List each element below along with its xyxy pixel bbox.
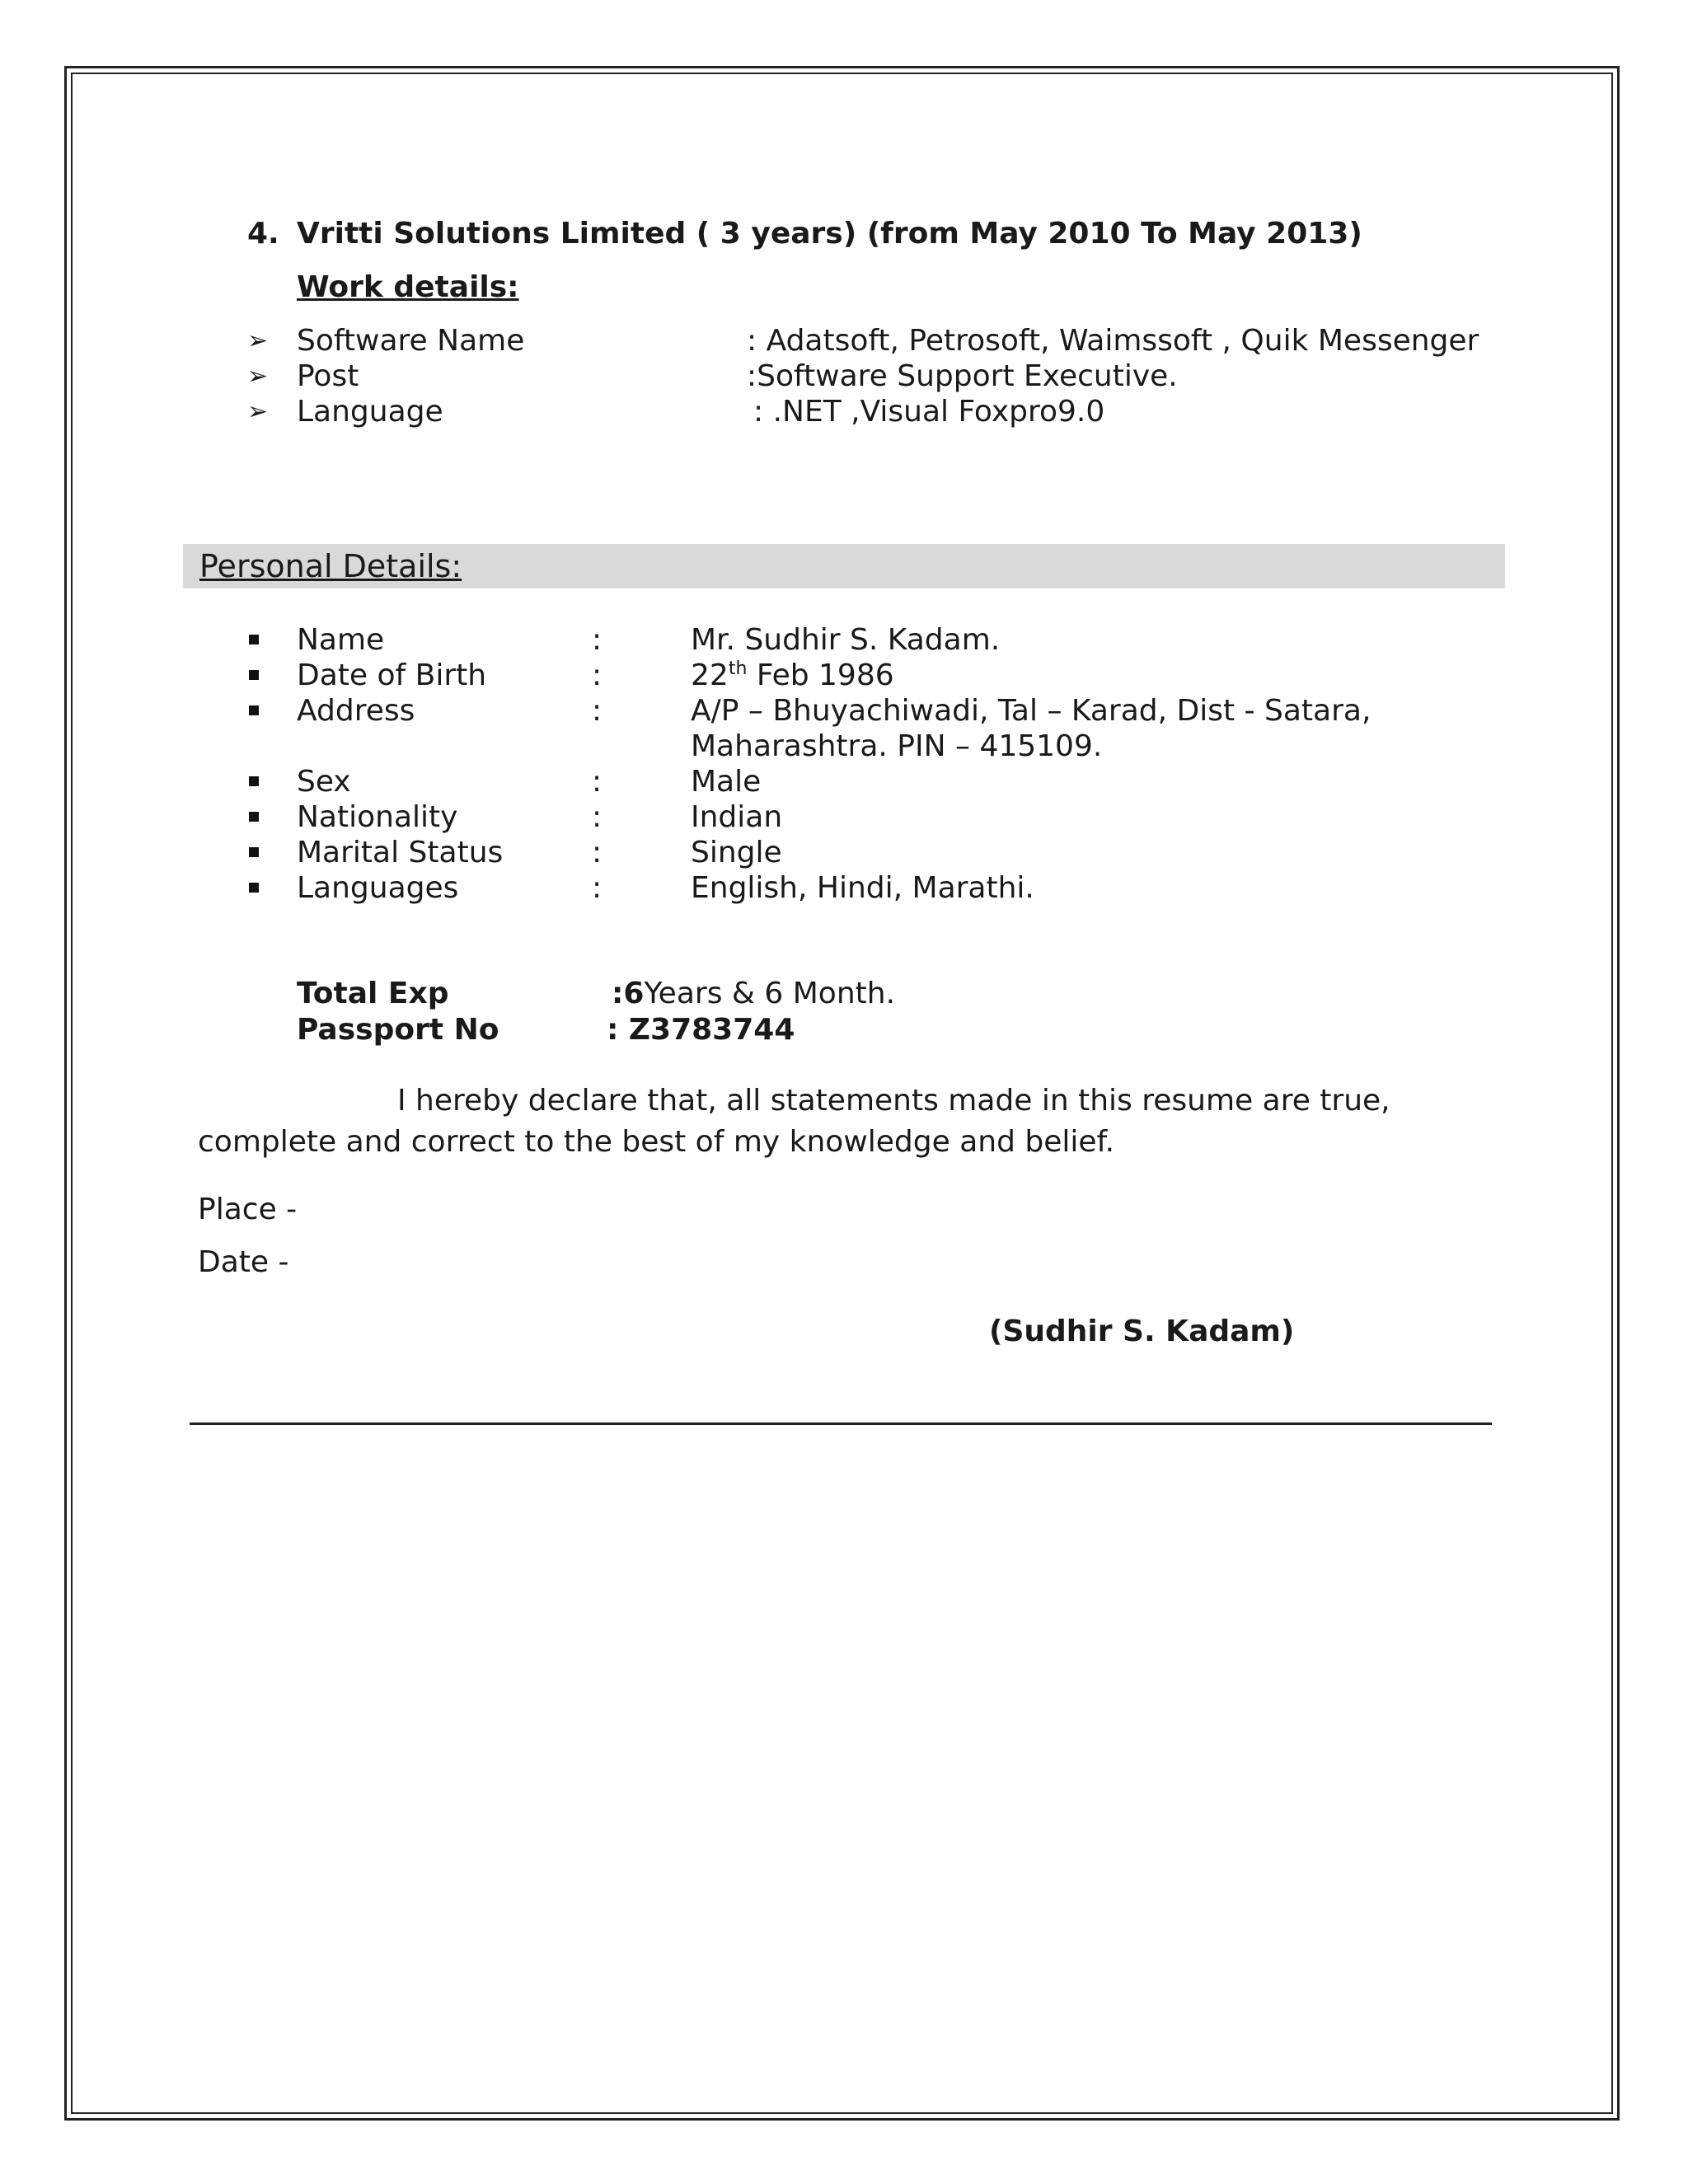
personal-label: Address: [297, 694, 415, 728]
square-bullet-icon: [249, 883, 259, 893]
personal-value: A/P – Bhuyachiwadi, Tal – Karad, Dist - Satara,: [691, 694, 1372, 728]
personal-separator: :: [592, 694, 603, 728]
personal-separator: :: [592, 836, 603, 869]
place-label: Place -: [198, 1193, 298, 1226]
personal-value: Indian: [691, 800, 783, 834]
personal-value-line2: Maharashtra. PIN – 415109.: [691, 729, 1103, 763]
declaration-line1: I hereby declare that, all statements made in this resume are true,: [397, 1084, 1390, 1118]
job-title: Vritti Solutions Limited ( 3 years) (from May 2010 To May 2013): [297, 217, 1362, 251]
personal-details-title: Personal Details:: [199, 548, 462, 584]
date-label: Date -: [198, 1245, 289, 1279]
job-number: 4.: [247, 217, 279, 251]
work-detail-value: :Software Support Executive.: [747, 359, 1178, 393]
personal-separator: :: [592, 658, 603, 692]
total-exp-rest: Years & 6 Month.: [644, 977, 896, 1010]
arrow-bullet-icon: ➢: [247, 362, 269, 391]
passport-label: Passport No: [297, 1013, 499, 1047]
total-exp-num: 6: [623, 977, 645, 1010]
work-detail-label: Software Name: [297, 324, 525, 358]
total-exp-sep: :: [612, 977, 624, 1010]
passport-value: : Z3783744: [607, 1013, 795, 1047]
personal-label: Marital Status: [297, 836, 504, 869]
personal-label: Name: [297, 623, 385, 657]
work-detail-value: : Adatsoft, Petrosoft, Waimssoft , Quik Messenger: [747, 324, 1479, 358]
personal-label: Languages: [297, 871, 459, 905]
personal-value: Mr. Sudhir S. Kadam.: [691, 623, 1001, 657]
declaration-line2: complete and correct to the best of my knowledge and belief.: [198, 1125, 1115, 1159]
work-detail-value: : .NET ,Visual Foxpro9.0: [753, 395, 1105, 429]
personal-value: [691, 658, 894, 694]
dob-day: 22: [691, 658, 729, 692]
personal-value: English, Hindi, Marathi.: [691, 871, 1034, 905]
square-bullet-icon: [249, 847, 259, 857]
signature-name: (Sudhir S. Kadam): [989, 1315, 1295, 1348]
dob-rest: Feb 1986: [747, 658, 894, 692]
personal-separator: :: [592, 623, 603, 657]
square-bullet-icon: [249, 776, 259, 786]
total-exp-value: [612, 976, 895, 1012]
personal-value: Single: [691, 836, 782, 869]
square-bullet-icon: [249, 812, 259, 822]
personal-separator: :: [592, 871, 603, 905]
personal-label: Date of Birth: [297, 658, 487, 692]
personal-label: Sex: [297, 765, 351, 799]
horizontal-rule: [190, 1422, 1492, 1425]
work-detail-label: Post: [297, 359, 359, 393]
square-bullet-icon: [249, 705, 259, 715]
personal-separator: :: [592, 765, 603, 799]
job-heading: [247, 216, 1362, 252]
personal-separator: :: [592, 800, 603, 834]
work-detail-label: Language: [297, 395, 443, 429]
dob-suffix: th: [728, 658, 748, 679]
arrow-bullet-icon: ➢: [247, 326, 269, 355]
personal-label: Nationality: [297, 800, 458, 834]
total-exp-label: Total Exp: [297, 977, 449, 1010]
work-details-title: Work details:: [297, 270, 519, 304]
square-bullet-icon: [249, 670, 259, 680]
arrow-bullet-icon: ➢: [247, 397, 269, 426]
personal-value: Male: [691, 765, 762, 799]
square-bullet-icon: [249, 635, 259, 644]
